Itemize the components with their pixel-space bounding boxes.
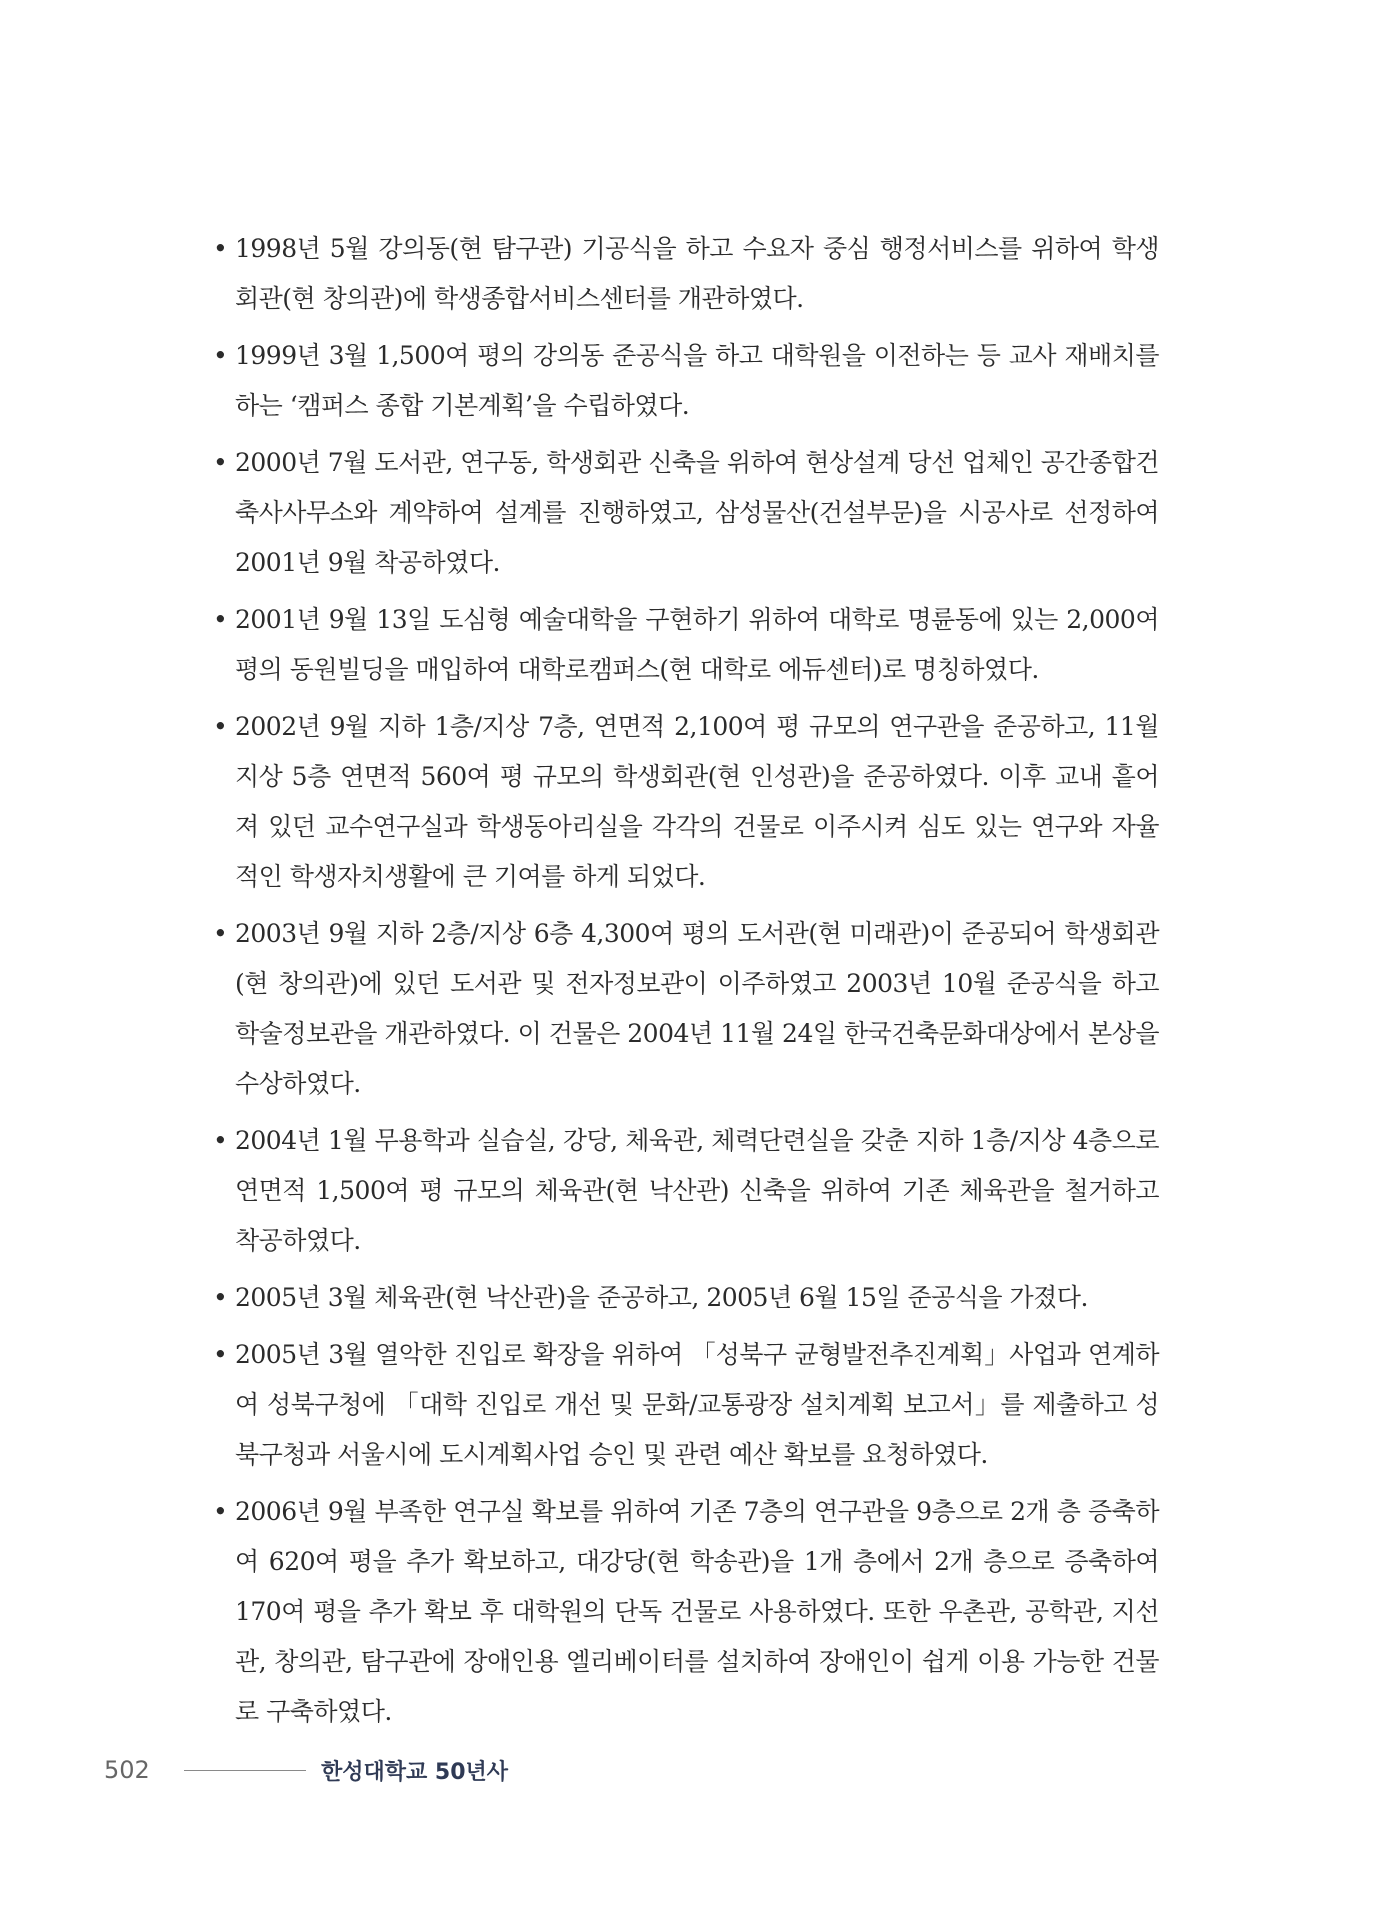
bullet-icon: •: [213, 1340, 228, 1369]
page-body: [213, 224, 1159, 1744]
list-item-text: 2000년 7월 도서관, 연구동, 학생회관 신축을 위하여 현상설계 당선 업체인 공간종합건축사사무소와 계약하여 설계를 진행하였고, 삼성물산(건설부문)을 시공사로 선정하여 2001년 9월 착공하였다.: [235, 448, 1159, 577]
bullet-icon: •: [213, 712, 228, 741]
page-footer: [104, 1750, 508, 1790]
list-item: [213, 1273, 1159, 1323]
list-item-text: 1999년 3월 1,500여 평의 강의동 준공식을 하고 대학원을 이전하는 등 교사 재배치를 하는 ‘캠퍼스 종합 기본계획’을 수립하였다.: [235, 341, 1159, 420]
event-bullet-list: [213, 224, 1159, 1737]
list-item-text: 2001년 9월 13일 도심형 예술대학을 구현하기 위하여 대학로 명륜동에 있는 2,000여 평의 동원빌딩을 매입하여 대학로캠퍼스(현 대학로 에듀센터)로 명칭하였다.: [235, 605, 1159, 684]
list-item: [213, 1330, 1159, 1480]
bullet-icon: •: [213, 234, 228, 263]
bullet-icon: •: [213, 605, 228, 634]
bullet-icon: •: [213, 919, 228, 948]
list-item-text: 2003년 9월 지하 2층/지상 6층 4,300여 평의 도서관(현 미래관)이 준공되어 학생회관(현 창의관)에 있던 도서관 및 전자정보관이 이주하였고 2003년 10월 준공식을 하고 학술정보관을 개관하였다. 이 건물은 2004년 11월 24일 한국건축문화대상에서 본상을 수상하였다.: [235, 919, 1159, 1098]
list-item: [213, 1487, 1159, 1737]
list-item-text: 2006년 9월 부족한 연구실 확보를 위하여 기존 7층의 연구관을 9층으로 2개 층 증축하여 620여 평을 추가 확보하고, 대강당(현 학송관)을 1개 층에서 2개 층으로 증축하여 170여 평을 추가 확보 후 대학원의 단독 건물로 사용하였다. 또한 우촌관, 공학관, 지선관, 창의관, 탐구관에 장애인용 엘리베이터를 설치하여 장애인이 쉽게 이용 가능한 건물로 구축하였다.: [235, 1497, 1159, 1726]
list-item: [213, 595, 1159, 695]
bullet-icon: •: [213, 1126, 228, 1155]
list-item: [213, 702, 1159, 902]
list-item: [213, 331, 1159, 431]
list-item-text: 2005년 3월 체육관(현 낙산관)을 준공하고, 2005년 6월 15일 준공식을 가졌다.: [235, 1283, 1088, 1312]
list-item: [213, 438, 1159, 588]
list-item: [213, 909, 1159, 1109]
list-item-text: 1998년 5월 강의동(현 탐구관) 기공식을 하고 수요자 중심 행정서비스를 위하여 학생회관(현 창의관)에 학생종합서비스센터를 개관하였다.: [235, 234, 1159, 313]
list-item: [213, 1116, 1159, 1266]
book-title: 한성대학교 50년사: [321, 1759, 509, 1785]
bullet-icon: •: [213, 341, 228, 370]
list-item-text: 2005년 3월 열악한 진입로 확장을 위하여 「성북구 균형발전추진계획」사업과 연계하여 성북구청에 「대학 진입로 개선 및 문화/교통광장 설치계획 보고서」를 제출하고 성북구청과 서울시에 도시계획사업 승인 및 관련 예산 확보를 요청하였다.: [235, 1340, 1159, 1469]
bullet-icon: •: [213, 448, 228, 477]
list-item: [213, 224, 1159, 324]
page-number: 502: [104, 1756, 150, 1784]
list-item-text: 2004년 1월 무용학과 실습실, 강당, 체육관, 체력단련실을 갖춘 지하 1층/지상 4층으로 연면적 1,500여 평 규모의 체육관(현 낙산관) 신축을 위하여 기존 체육관을 철거하고 착공하였다.: [235, 1126, 1159, 1255]
bullet-icon: •: [213, 1283, 228, 1312]
bullet-icon: •: [213, 1497, 228, 1526]
footer-divider: [184, 1770, 306, 1771]
list-item-text: 2002년 9월 지하 1층/지상 7층, 연면적 2,100여 평 규모의 연구관을 준공하고, 11월 지상 5층 연면적 560여 평 규모의 학생회관(현 인성관)을 준공하였다. 이후 교내 흩어져 있던 교수연구실과 학생동아리실을 각각의 건물로 이주시켜 심도 있는 연구와 자율적인 학생자치생활에 큰 기여를 하게 되었다.: [235, 712, 1159, 891]
